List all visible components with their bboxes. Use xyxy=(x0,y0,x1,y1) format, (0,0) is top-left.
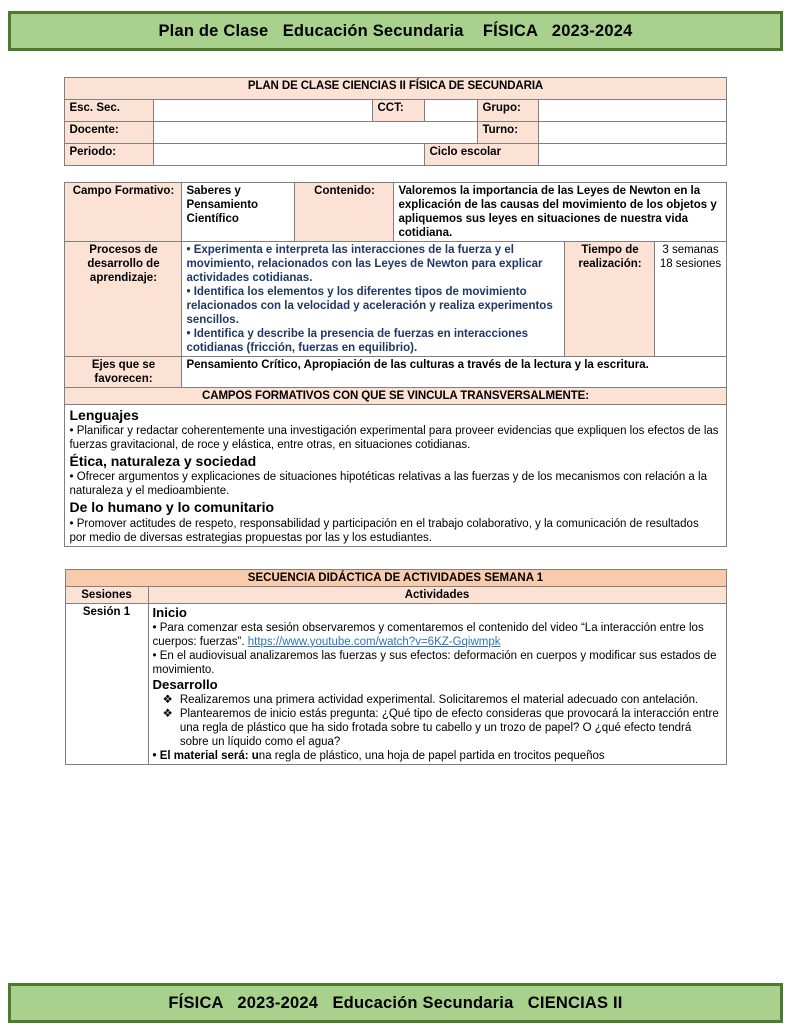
table-row xyxy=(65,242,726,357)
diamond-bullet-icon: ❖ xyxy=(162,693,173,706)
field-periodo[interactable] xyxy=(154,144,425,166)
campo-body: • Promover actitudes de respeto, responsabilidad y participación en el trabajo colaborativo, y la comunicación de resultados xyxy=(69,517,699,530)
desarrollo-item xyxy=(153,707,722,749)
inicio-item-2: • En el audiovisual analizaremos las fuerzas y sus efectos: deformación en cuerpos y modificar sus estados de movimiento. xyxy=(152,649,717,676)
field-ciclo-escolar[interactable] xyxy=(539,144,726,166)
proceso-item: • Identifica los elementos y los diferentes tipos de movimiento relacionados con la velocidad y aceleración y realiza experimentos sencillos. xyxy=(186,286,553,327)
campo-body: • Ofrecer argumentos y explicaciones de situaciones hipotéticas relativas a las fuerzas y de los mecanismos con relación a la naturaleza y el medioambiente. xyxy=(69,471,707,498)
plan-table xyxy=(64,182,726,547)
material-label: • El material será: u xyxy=(152,749,259,762)
identification-title: PLAN DE CLASE CIENCIAS II FÍSICA DE SECUNDARIA xyxy=(65,78,726,100)
campo-heading: Lenguajes xyxy=(69,407,139,424)
table-row xyxy=(65,122,726,144)
inicio-item-1 xyxy=(153,621,722,649)
table-row xyxy=(65,569,726,586)
desarrollo-heading: Desarrollo xyxy=(152,676,218,692)
campo-body: • Planificar y redactar coherentemente una investigación experimental para proveer evidencias que expliquen los efectos de las fuerzas gravitacional, de roce y elástica, entre otras, en situaciones cotidianas. xyxy=(69,425,719,452)
video-link[interactable]: https://www.youtube.com/watch?v=6KZ-Gqiwmpk xyxy=(247,635,501,648)
inicio-item-1-text: • Para comenzar esta sesión observaremos y comentaremos el contenido del video “La interacción entre los cuerpos: fuerzas”. xyxy=(152,621,704,648)
campos-tail: por medio de diversas estrategias propuestas por las y los estudiantes. xyxy=(69,531,432,544)
column-header-sesiones: Sesiones xyxy=(65,586,148,603)
campos-formativos-banner: CAMPOS FORMATIVOS CON QUE SE VINCULA TRANSVERSALMENTE: xyxy=(65,388,726,405)
label-contenido: Contenido: xyxy=(295,183,394,242)
table-row xyxy=(65,78,726,100)
table-row xyxy=(65,388,726,405)
session-activities xyxy=(148,603,726,764)
material-text: na regla de plástico, una hoja de papel partida en trocitos pequeños xyxy=(258,749,605,762)
campo-heading: Ética, naturaleza y sociedad xyxy=(69,453,257,470)
label-esc-sec: Esc. Sec. xyxy=(65,100,154,122)
identification-table xyxy=(64,77,726,166)
value-ejes-favorecen: Pensamiento Crítico, Apropiación de las culturas a través de la lectura y la escritura. xyxy=(182,357,726,388)
table-row xyxy=(65,100,726,122)
header-banner-text: Plan de Clase Educación Secundaria FÍSICA 2023-2024 xyxy=(158,21,633,40)
desarrollo-item-text: Realizaremos una primera actividad experimental. Solicitaremos el material adecuado con antelación. xyxy=(179,693,699,706)
header-banner xyxy=(8,11,783,51)
column-header-actividades: Actividades xyxy=(148,586,726,603)
proceso-item: • Identifica y describe la presencia de fuerzas en interacciones cotidianas (fricción, fuerzas en equilibrio). xyxy=(186,328,528,355)
field-cct[interactable] xyxy=(425,100,478,122)
label-docente: Docente: xyxy=(65,122,154,144)
table-row xyxy=(65,357,726,388)
label-tiempo-realizacion: Tiempo de realización: xyxy=(565,242,655,357)
label-periodo: Periodo: xyxy=(65,144,154,166)
label-procesos-desarrollo: Procesos de desarrollo de aprendizaje: xyxy=(65,242,182,357)
label-ciclo-escolar: Ciclo escolar xyxy=(425,144,539,166)
table-row xyxy=(65,603,726,764)
field-esc-sec[interactable] xyxy=(154,100,373,122)
footer-banner xyxy=(8,983,783,1023)
material-line xyxy=(153,749,722,763)
label-ejes-favorecen: Ejes que se favorecen: xyxy=(65,357,182,388)
campos-formativos-body xyxy=(65,405,726,546)
campo-heading: De lo humano y lo comunitario xyxy=(69,499,275,516)
value-campo-formativo: Saberes y Pensamiento Científico xyxy=(182,183,295,242)
table-row xyxy=(65,586,726,603)
desarrollo-item-text: Plantearemos de inicio estás pregunta: ¿Qué tipo de efecto consideras que provocará la interacción entre una regla de plástico que ha sido frotada sobre tu cabello y un trozo de papel? O ¿qué efecto tendrá sobre un líquido como el agua? xyxy=(179,707,719,748)
label-grupo: Grupo: xyxy=(478,100,539,122)
table-row xyxy=(65,144,726,166)
value-procesos-desarrollo xyxy=(182,242,565,357)
table-row xyxy=(65,183,726,242)
inicio-heading: Inicio xyxy=(152,604,187,620)
desarrollo-item xyxy=(153,693,722,707)
label-campo-formativo: Campo Formativo: xyxy=(65,183,182,242)
session-label: Sesión 1 xyxy=(65,603,148,764)
diamond-bullet-icon: ❖ xyxy=(162,707,173,720)
value-tiempo-realizacion: 3 semanas 18 sesiones xyxy=(655,242,726,357)
label-cct: CCT: xyxy=(373,100,425,122)
sequence-table xyxy=(65,569,727,765)
sequence-title: SECUENCIA DIDÁCTICA DE ACTIVIDADES SEMANA 1 xyxy=(65,569,726,586)
value-contenido: Valoremos la importancia de las Leyes de Newton en la explicación de las causas del movimiento de los objetos y apliquemos sus leyes en situaciones de nuestra vida cotidiana. xyxy=(394,183,726,242)
footer-banner-text: FÍSICA 2023-2024 Educación Secundaria CIENCIAS II xyxy=(168,993,623,1012)
table-row xyxy=(65,405,726,546)
field-grupo[interactable] xyxy=(539,100,726,122)
field-turno[interactable] xyxy=(539,122,726,144)
proceso-item: • Experimenta e interpreta las interacciones de la fuerza y el movimiento, relacionados con las Leyes de Newton para explicar actividades cotidianas. xyxy=(186,244,543,285)
field-docente[interactable] xyxy=(154,122,478,144)
label-turno: Turno: xyxy=(478,122,539,144)
